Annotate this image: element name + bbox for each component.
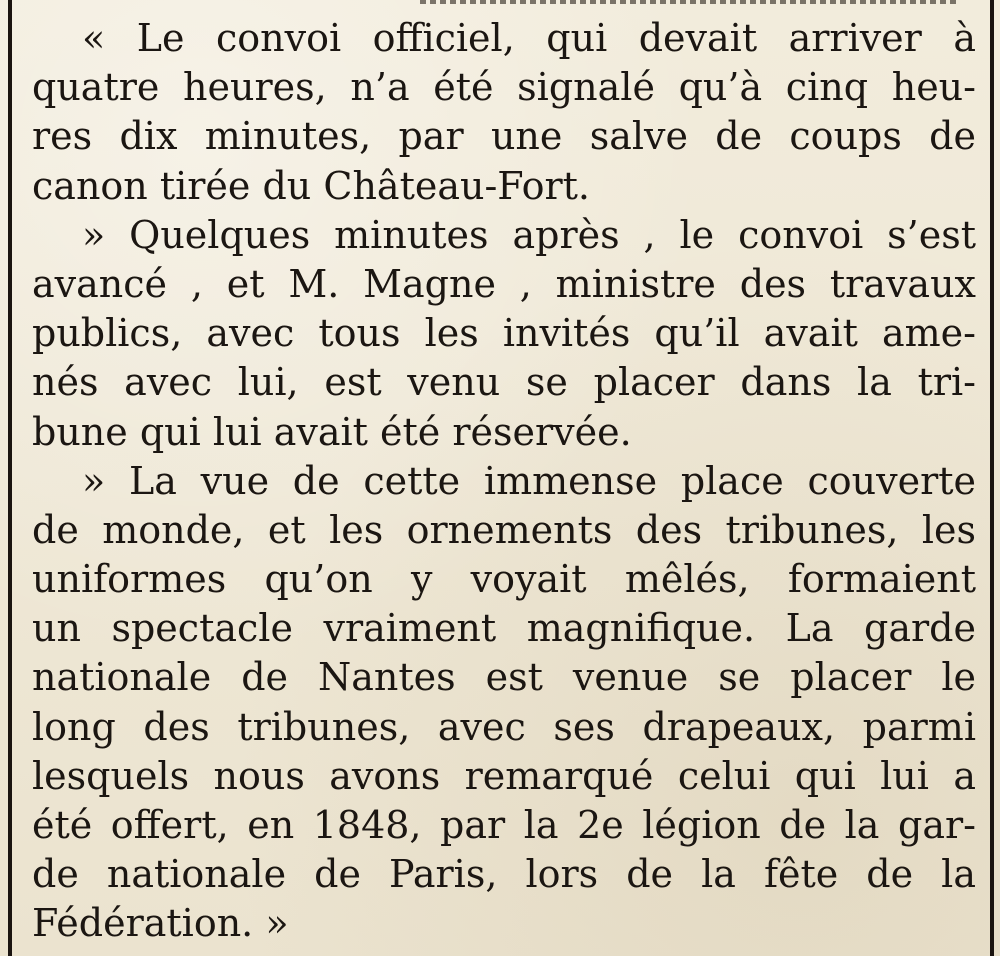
article-line: avancé , et M. Magne , ministre des travaux (32, 261, 976, 306)
article-line: « Le convoi officiel, qui devait arriver à (82, 16, 976, 60)
article-line: Fédération. » (32, 901, 289, 946)
left-column-rule (8, 0, 12, 956)
article-line: nationale de Nantes est venue se placer le (32, 655, 976, 700)
article-line: long des tribunes, avec ses drapeaux, parmi (32, 704, 976, 749)
article-line: de nationale de Paris, lors de la fête de la (32, 852, 976, 897)
article-line: » La vue de cette immense place couverte (82, 458, 976, 503)
article-line: uniformes qu’on y voyait mêlés, formaient (32, 557, 976, 602)
article-line: publics, avec tous les invités qu’il avait ame- (32, 311, 976, 356)
article-line: res dix minutes, par une salve de coups de (32, 114, 976, 159)
article-line: nés avec lui, est venu se placer dans la tri- (32, 360, 976, 405)
article-line: quatre heures, n’a été signalé qu’à cinq heu- (32, 65, 976, 110)
article-line: » Quelques minutes après , le convoi s’est (82, 212, 976, 257)
article-line: de monde, et les ornements des tribunes, les (32, 507, 976, 552)
article-line: un spectacle vraiment magnifique. La garde (32, 606, 976, 651)
top-dotted-rule (420, 0, 960, 4)
article-line: canon tirée du Château-Fort. (32, 163, 590, 208)
right-column-rule (990, 0, 994, 956)
article-line: lesquels nous avons remarqué celui qui lui a (32, 753, 976, 798)
article-body (32, 14, 976, 949)
article-line: bune qui lui avait été réservée. (32, 409, 632, 454)
article-line: été offert, en 1848, par la 2e légion de la gar- (32, 803, 976, 847)
